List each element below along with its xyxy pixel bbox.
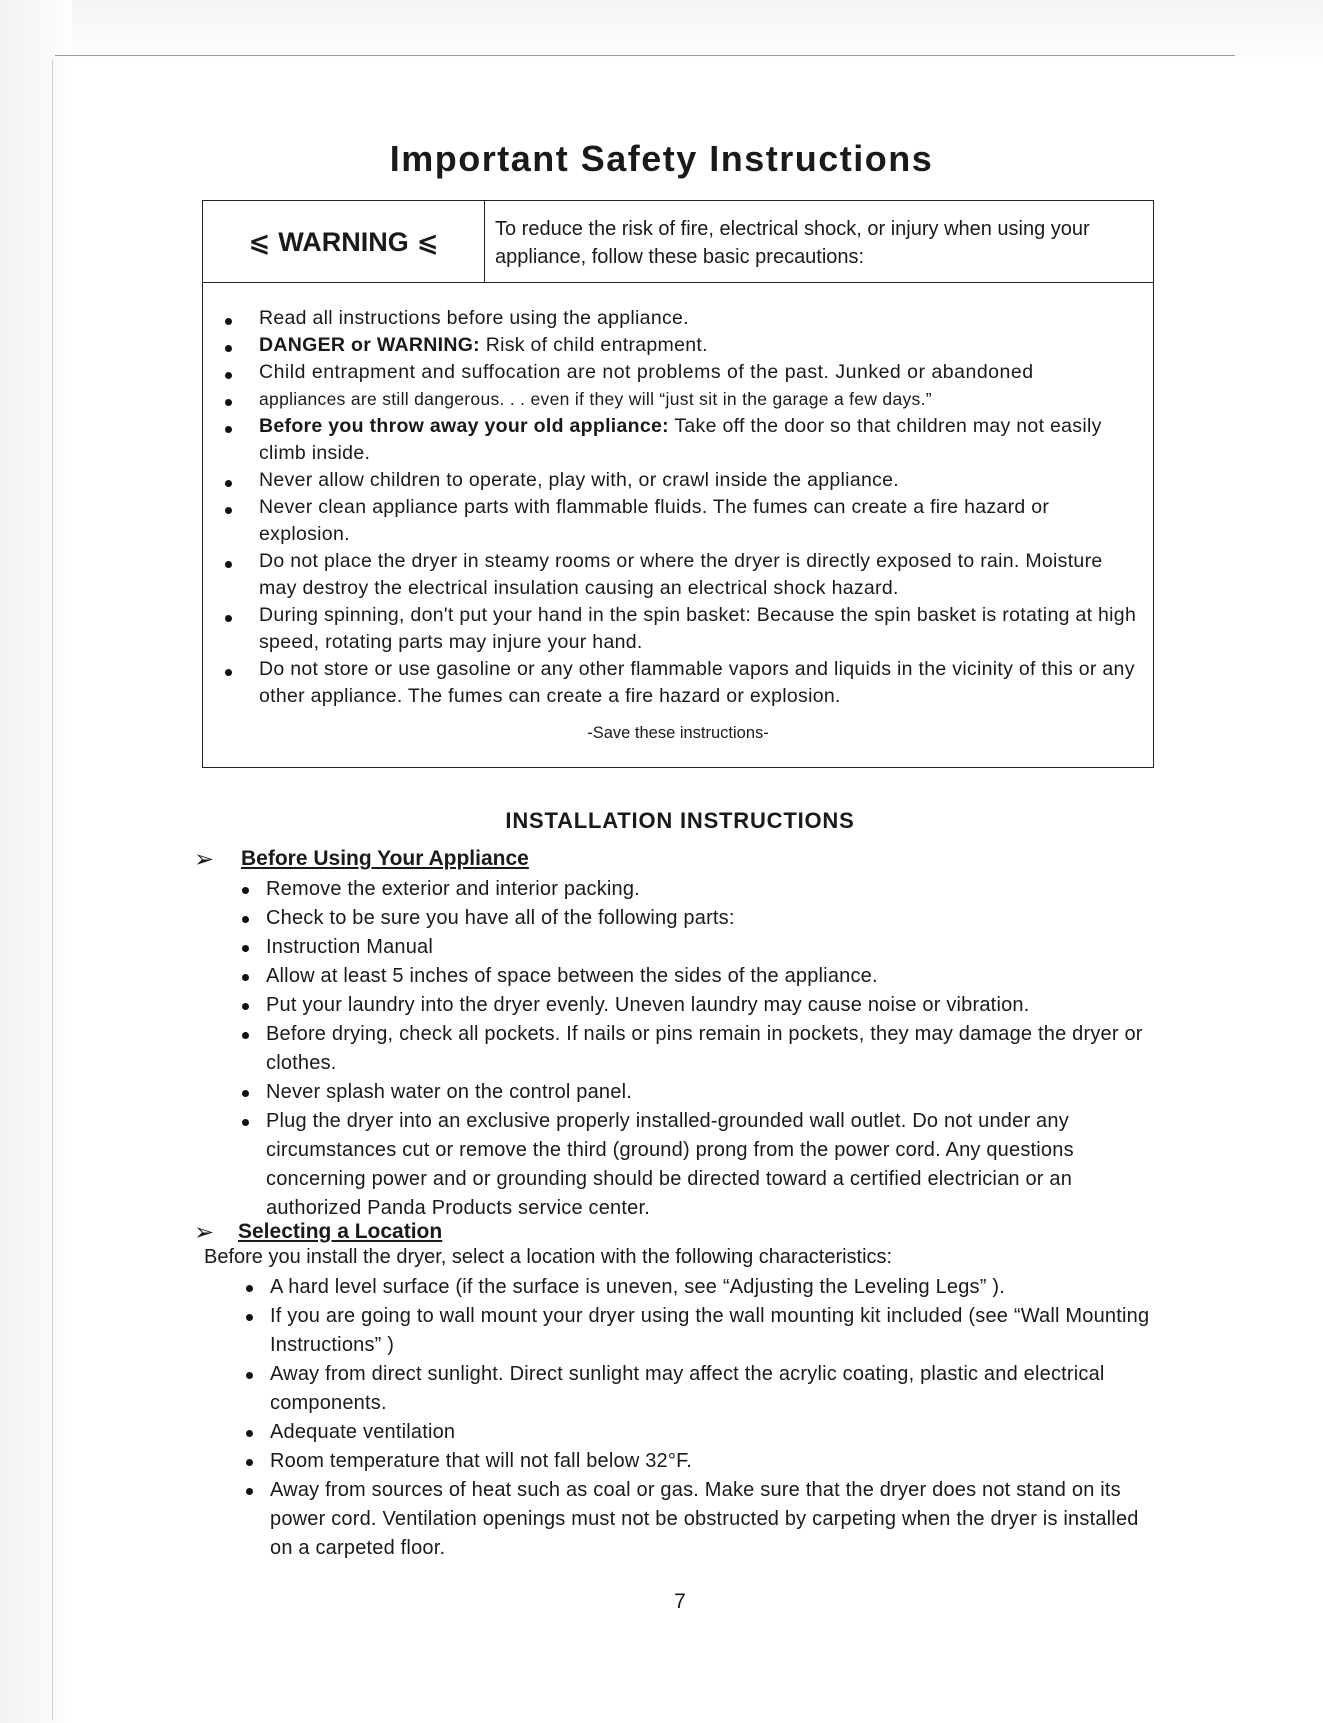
save-instructions-note: -Save these instructions- [587,724,769,742]
page-number: 7 [674,1590,686,1613]
list-item: If you are going to wall mount your dryer using the wall mounting kit included (see “Wall Mounting Instructions” ) [244,1302,1164,1360]
arrow-bullet-icon: ➢ [194,846,215,873]
before-using-heading: Before Using Your Appliance [241,847,529,870]
list-item: Away from direct sunlight. Direct sunlight may affect the acrylic coating, plastic and electrical components. [244,1360,1164,1418]
warning-item: Child entrapment and suffocation are not problems of the past. Junked or abandoned [223,359,1143,386]
warning-intro: To reduce the risk of fire, electrical shock, or injury when using your appliance, follow these basic precautions: [495,218,1090,268]
warning-item: Never clean appliance parts with flammable fluids. The fumes can create a fire hazard or explosion. [223,494,1143,548]
list-item: Put your laundry into the dryer evenly. Uneven laundry may cause noise or vibration. [240,991,1170,1020]
warning-header [203,201,1153,283]
before-using-list [240,875,1170,1223]
location-intro: Before you install the dryer, select a location with the following characteristics: [204,1246,893,1268]
warning-item: Never allow children to operate, play with, or crawl inside the appliance. [223,467,1143,494]
warning-label-cell [203,201,485,283]
arrow-bullet-icon: ➢ [194,1219,215,1246]
warning-item: Before you throw away your old appliance: Take off the door so that children may not easily climb inside. [223,413,1143,467]
warning-label: WARNING [278,226,409,257]
list-item: Room temperature that will not fall below 32°F. [244,1447,1164,1476]
warning-item: During spinning, don't put your hand in the spin basket: Because the spin basket is rotating at high speed, rotating parts may injure your hand. [223,602,1143,656]
warning-item: Do not store or use gasoline or any other flammable vapors and liquids in the vicinity of this or any other appliance. The fumes can create a fire hazard or explosion. [223,656,1143,710]
list-item: Check to be sure you have all of the following parts: [240,904,1170,933]
list-item: Adequate ventilation [244,1418,1164,1447]
list-item: Away from sources of heat such as coal or gas. Make sure that the dryer does not stand on its power cord. Ventilation openings must not be obstructed by carpeting when the dryer is installed on a carpeted floor. [244,1476,1164,1563]
warning-item-continued: appliances are still dangerous. . . even if they will “just sit in the garage a few days.” [223,386,1143,413]
list-item: Remove the exterior and interior packing. [240,875,1170,904]
warning-item: DANGER or WARNING: Risk of child entrapment. [223,332,1143,359]
location-list [244,1273,1164,1563]
lightning-bolt-icon: ⩽ [248,226,271,257]
list-item: Instruction Manual [240,933,1170,962]
list-item: Allow at least 5 inches of space between the sides of the appliance. [240,962,1170,991]
installation-title: INSTALLATION INSTRUCTIONS [505,808,855,833]
list-item: Plug the dryer into an exclusive properly installed-grounded wall outlet. Do not under any circumstances cut or remove the third (ground) prong from the power cord. Any questions concerning power and or grounding should be directed toward a certified electrician or an authorized Panda Products service center. [240,1107,1170,1223]
warning-box [202,200,1154,768]
list-item: Before drying, check all pockets. If nails or pins remain in pockets, they may damage the dryer or clothes. [240,1020,1170,1078]
page-title: Important Safety Instructions [389,138,934,179]
list-item: A hard level surface (if the surface is uneven, see “Adjusting the Leveling Legs” ). [244,1273,1164,1302]
warning-item: Read all instructions before using the appliance. [223,305,1143,332]
lightning-bolt-icon: ⩽ [416,226,439,257]
warning-list [223,305,1143,710]
selecting-location-heading: Selecting a Location [238,1220,443,1243]
list-item: Never splash water on the control panel. [240,1078,1170,1107]
warning-item: Do not place the dryer in steamy rooms or where the dryer is directly exposed to rain. Moisture may destroy the electrical insulation causing an electrical shock hazard. [223,548,1143,602]
